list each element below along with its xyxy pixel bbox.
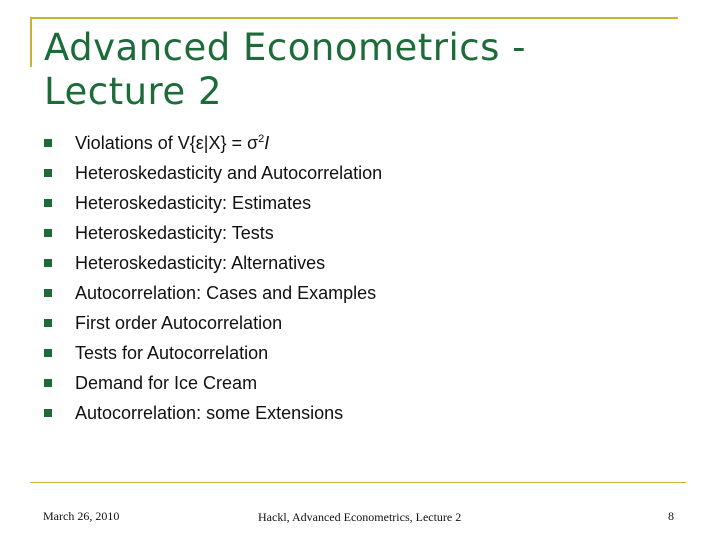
bullet-item xyxy=(44,218,382,248)
footer-divider xyxy=(30,482,686,483)
bullet-text: Autocorrelation: Cases and Examples xyxy=(75,283,377,303)
footer-date: March 26, 2010 xyxy=(43,509,120,523)
bullet-item xyxy=(44,278,382,308)
square-bullet-icon xyxy=(44,229,52,237)
title-line-2: Lecture 2 xyxy=(44,70,222,113)
bullet-text: Heteroskedasticity: Alternatives xyxy=(75,253,326,273)
bullet-text: First order Autocorrelation xyxy=(75,313,283,333)
page-number: 8 xyxy=(668,509,674,523)
bullet-text-prefix: Violations of V{ε|X} = σ xyxy=(75,133,259,153)
bullet-item xyxy=(44,128,382,158)
square-bullet-icon xyxy=(44,409,52,417)
slide-title xyxy=(44,26,684,114)
bullet-text: Heteroskedasticity and Autocorrelation xyxy=(75,163,383,183)
square-bullet-icon xyxy=(44,379,52,387)
square-bullet-icon xyxy=(44,199,52,207)
bullet-item xyxy=(44,398,382,428)
square-bullet-icon xyxy=(44,139,52,147)
bullet-item xyxy=(44,338,382,368)
frame-left-line xyxy=(30,17,32,67)
bullet-text-superscript: 2 xyxy=(258,133,265,145)
square-bullet-icon xyxy=(44,259,52,267)
bullet-text: Autocorrelation: some Extensions xyxy=(75,403,344,423)
square-bullet-icon xyxy=(44,349,52,357)
title-line-1: Advanced Econometrics - xyxy=(44,26,527,69)
bullet-item xyxy=(44,158,382,188)
bullet-item xyxy=(44,188,382,218)
square-bullet-icon xyxy=(44,319,52,327)
footer-lecture-info: Hackl, Advanced Econometrics, Lecture 2 xyxy=(258,510,462,524)
bullet-text-italic: I xyxy=(264,133,270,153)
frame-top-line xyxy=(30,17,678,19)
bullet-list xyxy=(44,128,382,428)
bullet-text: Tests for Autocorrelation xyxy=(75,343,269,363)
square-bullet-icon xyxy=(44,289,52,297)
bullet-text: Heteroskedasticity: Estimates xyxy=(75,193,312,213)
bullet-item xyxy=(44,368,382,398)
bullet-item xyxy=(44,248,382,278)
bullet-text: Demand for Ice Cream xyxy=(75,373,258,393)
bullet-text: Heteroskedasticity: Tests xyxy=(75,223,274,243)
bullet-item xyxy=(44,308,382,338)
square-bullet-icon xyxy=(44,169,52,177)
